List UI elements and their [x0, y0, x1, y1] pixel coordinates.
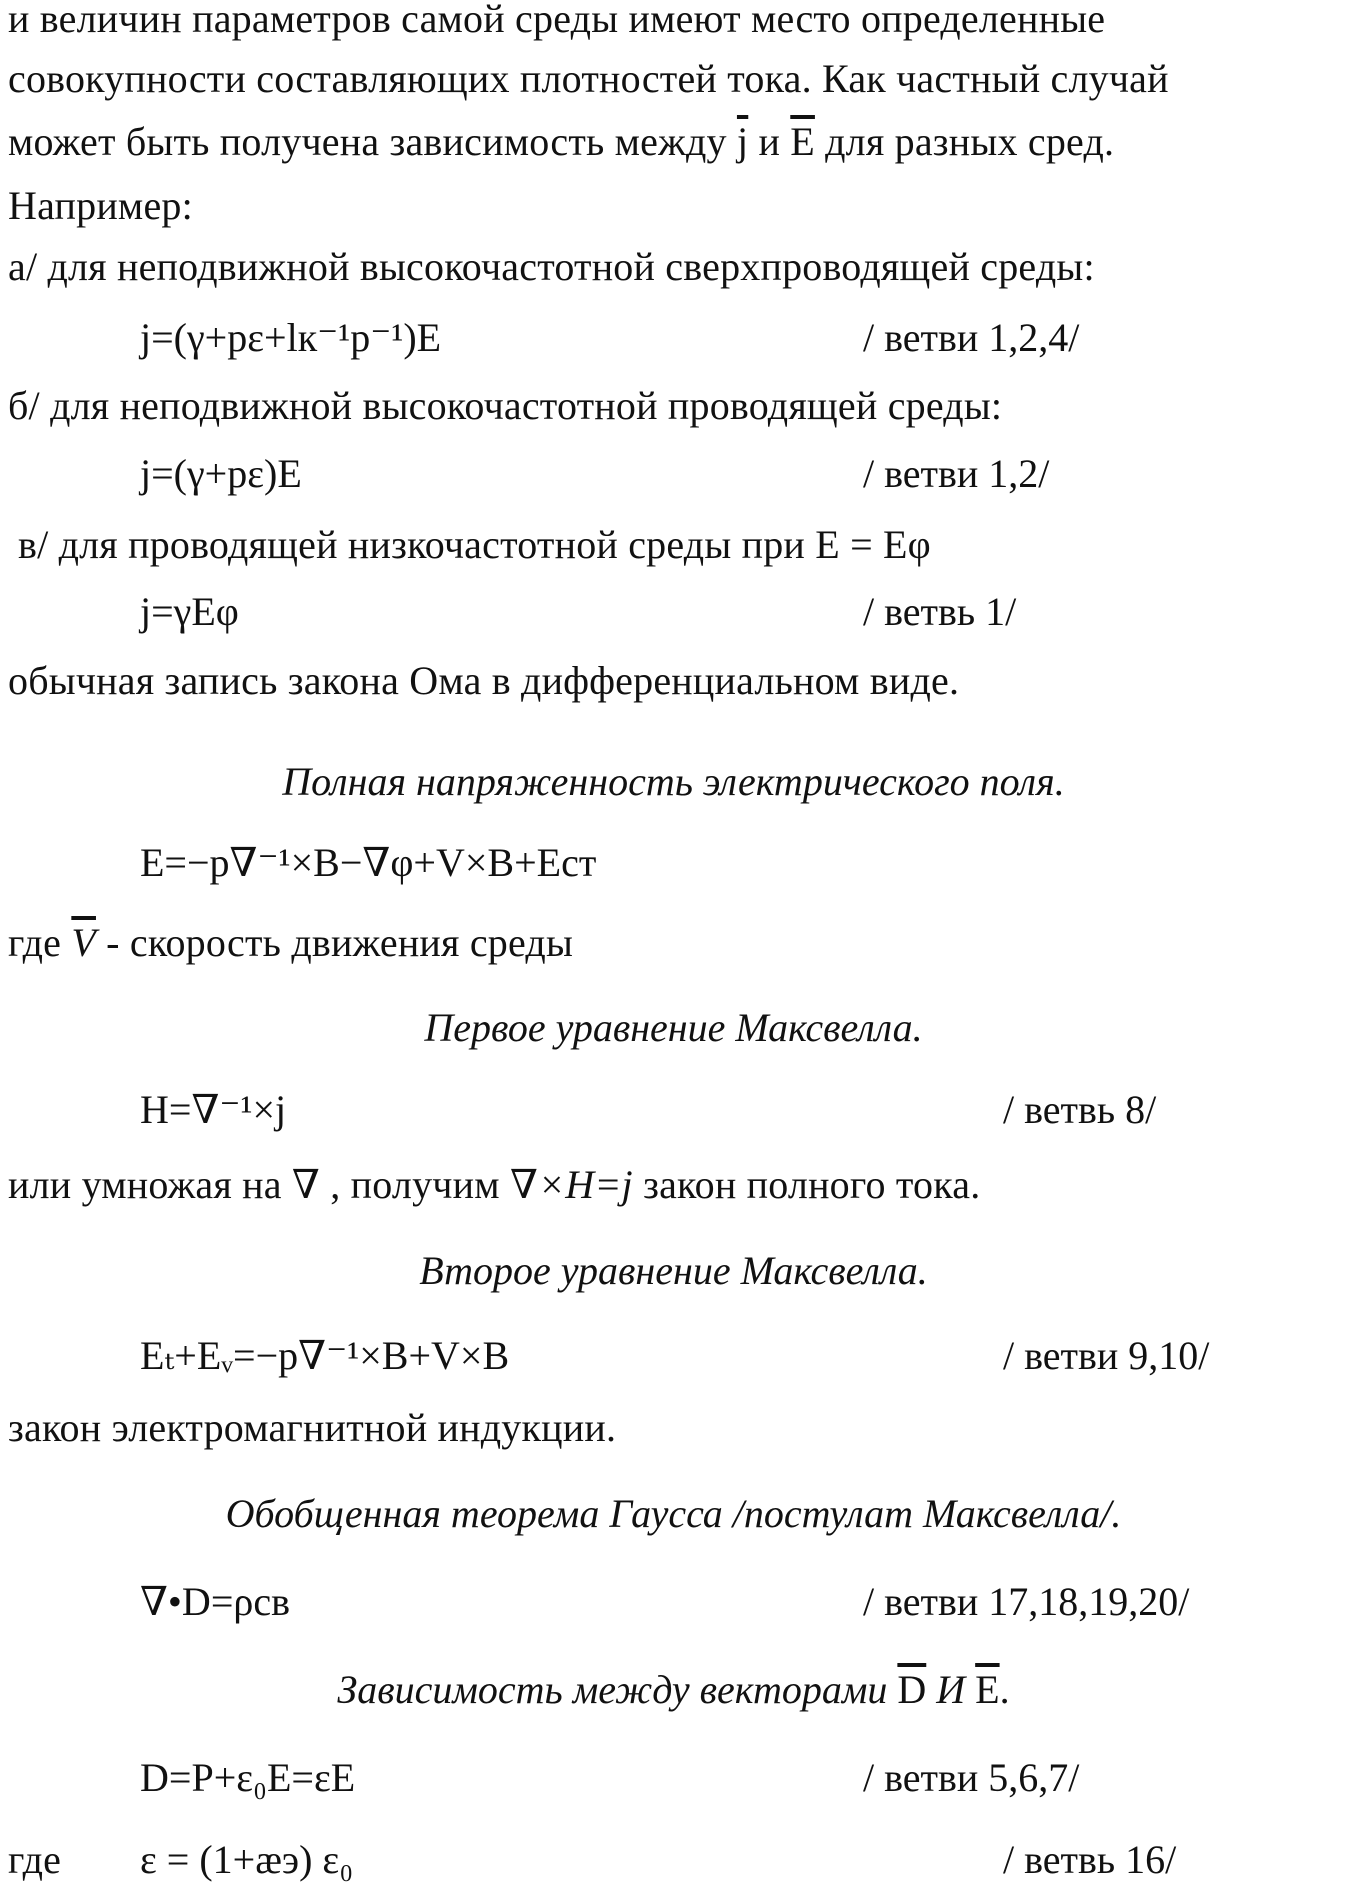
full-current-law-text: закон полного тока. [643, 1162, 981, 1207]
vector-d-heading: $\overline{D}$ [897, 1667, 927, 1712]
branch-ref-gauss: / ветви 17,18,19,20/ [863, 1579, 1190, 1624]
branch-ref-b: / ветви 1,2/ [863, 451, 1050, 496]
line3-text-b: для разных сред. [825, 119, 1115, 164]
case-b-label: б/ для неподвижной высокочастотной проводящей среды: [8, 383, 1003, 428]
paragraph-line-2: совокупности составляющих плотностей тока. Как частный случай [8, 56, 1169, 101]
velocity-symbol: $\overline{V}$ [71, 920, 96, 965]
vector-j-inline: $\overline{j}$ [736, 119, 749, 164]
formula-maxwell-2: Eₜ+Eᵥ=−p∇⁻¹×B+V×B [140, 1333, 510, 1378]
heading-full-field: Полная напряженность электрического поля. [282, 759, 1065, 804]
heading-dot: . [999, 1667, 1010, 1712]
branch-ref-d-e: / ветви 5,6,7/ [863, 1755, 1080, 1800]
branch-ref-c: / ветвь 1/ [863, 589, 1017, 634]
multiply-text: или умножая на ∇ , получим [8, 1162, 500, 1207]
heading-maxwell-2: Второе уравнение Максвелла. [419, 1248, 928, 1293]
formula-d-e: D=P+ε₀E=εE [140, 1755, 356, 1800]
case-a-label: а/ для неподвижной высокочастотной сверхпроводящей среды: [8, 244, 1095, 289]
case-c-label: в/ для проводящей низкочастотной среды при E = Eφ [18, 522, 931, 567]
formula-a: j=(γ+pε+lк⁻¹p⁻¹)E [140, 315, 442, 360]
vector-e-heading: $\overline{E}$ [975, 1667, 1000, 1712]
velocity-text: - скорость движения среды [106, 920, 574, 965]
heading-gauss: Обобщенная теорема Гаусса /постулат Максвелла/. [225, 1491, 1122, 1536]
heading-maxwell-1: Первое уравнение Максвелла. [424, 1005, 923, 1050]
velocity-definition [8, 918, 573, 968]
vector-e-inline: $\overline{E}$ [790, 119, 815, 164]
paragraph-line-3 [8, 117, 1114, 167]
where-word: где [8, 920, 62, 965]
formula-c: j=γEφ [140, 589, 239, 634]
where-word-eps: где [8, 1837, 62, 1882]
branch-ref-maxwell-1: / ветвь 8/ [1003, 1087, 1157, 1132]
ohm-law-note: обычная запись закона Ома в дифференциальном виде. [8, 658, 960, 703]
paragraph-line-4: Например: [8, 183, 193, 228]
line3-text-a: может быть получена зависимость между [8, 119, 727, 164]
heading-d-e-dependence [0, 1665, 1347, 1715]
branch-ref-epsilon: / ветвь 16/ [1003, 1837, 1177, 1882]
formula-epsilon: ε = (1+æэ) ε₀ [140, 1837, 354, 1882]
branch-ref-maxwell-2: / ветви 9,10/ [1003, 1333, 1210, 1378]
paragraph-line-1: и величин параметров самой среды имеют место определенные [8, 0, 1106, 41]
dependence-and: И [936, 1667, 966, 1712]
line3-and: и [758, 119, 781, 164]
formula-full-field: E=−p∇⁻¹×B−∇φ+V×B+Eст [140, 840, 597, 885]
formula-b: j=(γ+pε)E [140, 451, 302, 496]
branch-ref-a: / ветви 1,2,4/ [863, 315, 1080, 360]
induction-law-note: закон электромагнитной индукции. [8, 1405, 617, 1450]
formula-maxwell-1: H=∇⁻¹×j [140, 1087, 287, 1132]
full-current-law-line [8, 1160, 980, 1210]
dependence-text: Зависимость между векторами [337, 1667, 888, 1712]
curl-h-equation: ∇×H=j [509, 1162, 633, 1207]
formula-gauss: ∇•D=ρсв [140, 1579, 290, 1624]
